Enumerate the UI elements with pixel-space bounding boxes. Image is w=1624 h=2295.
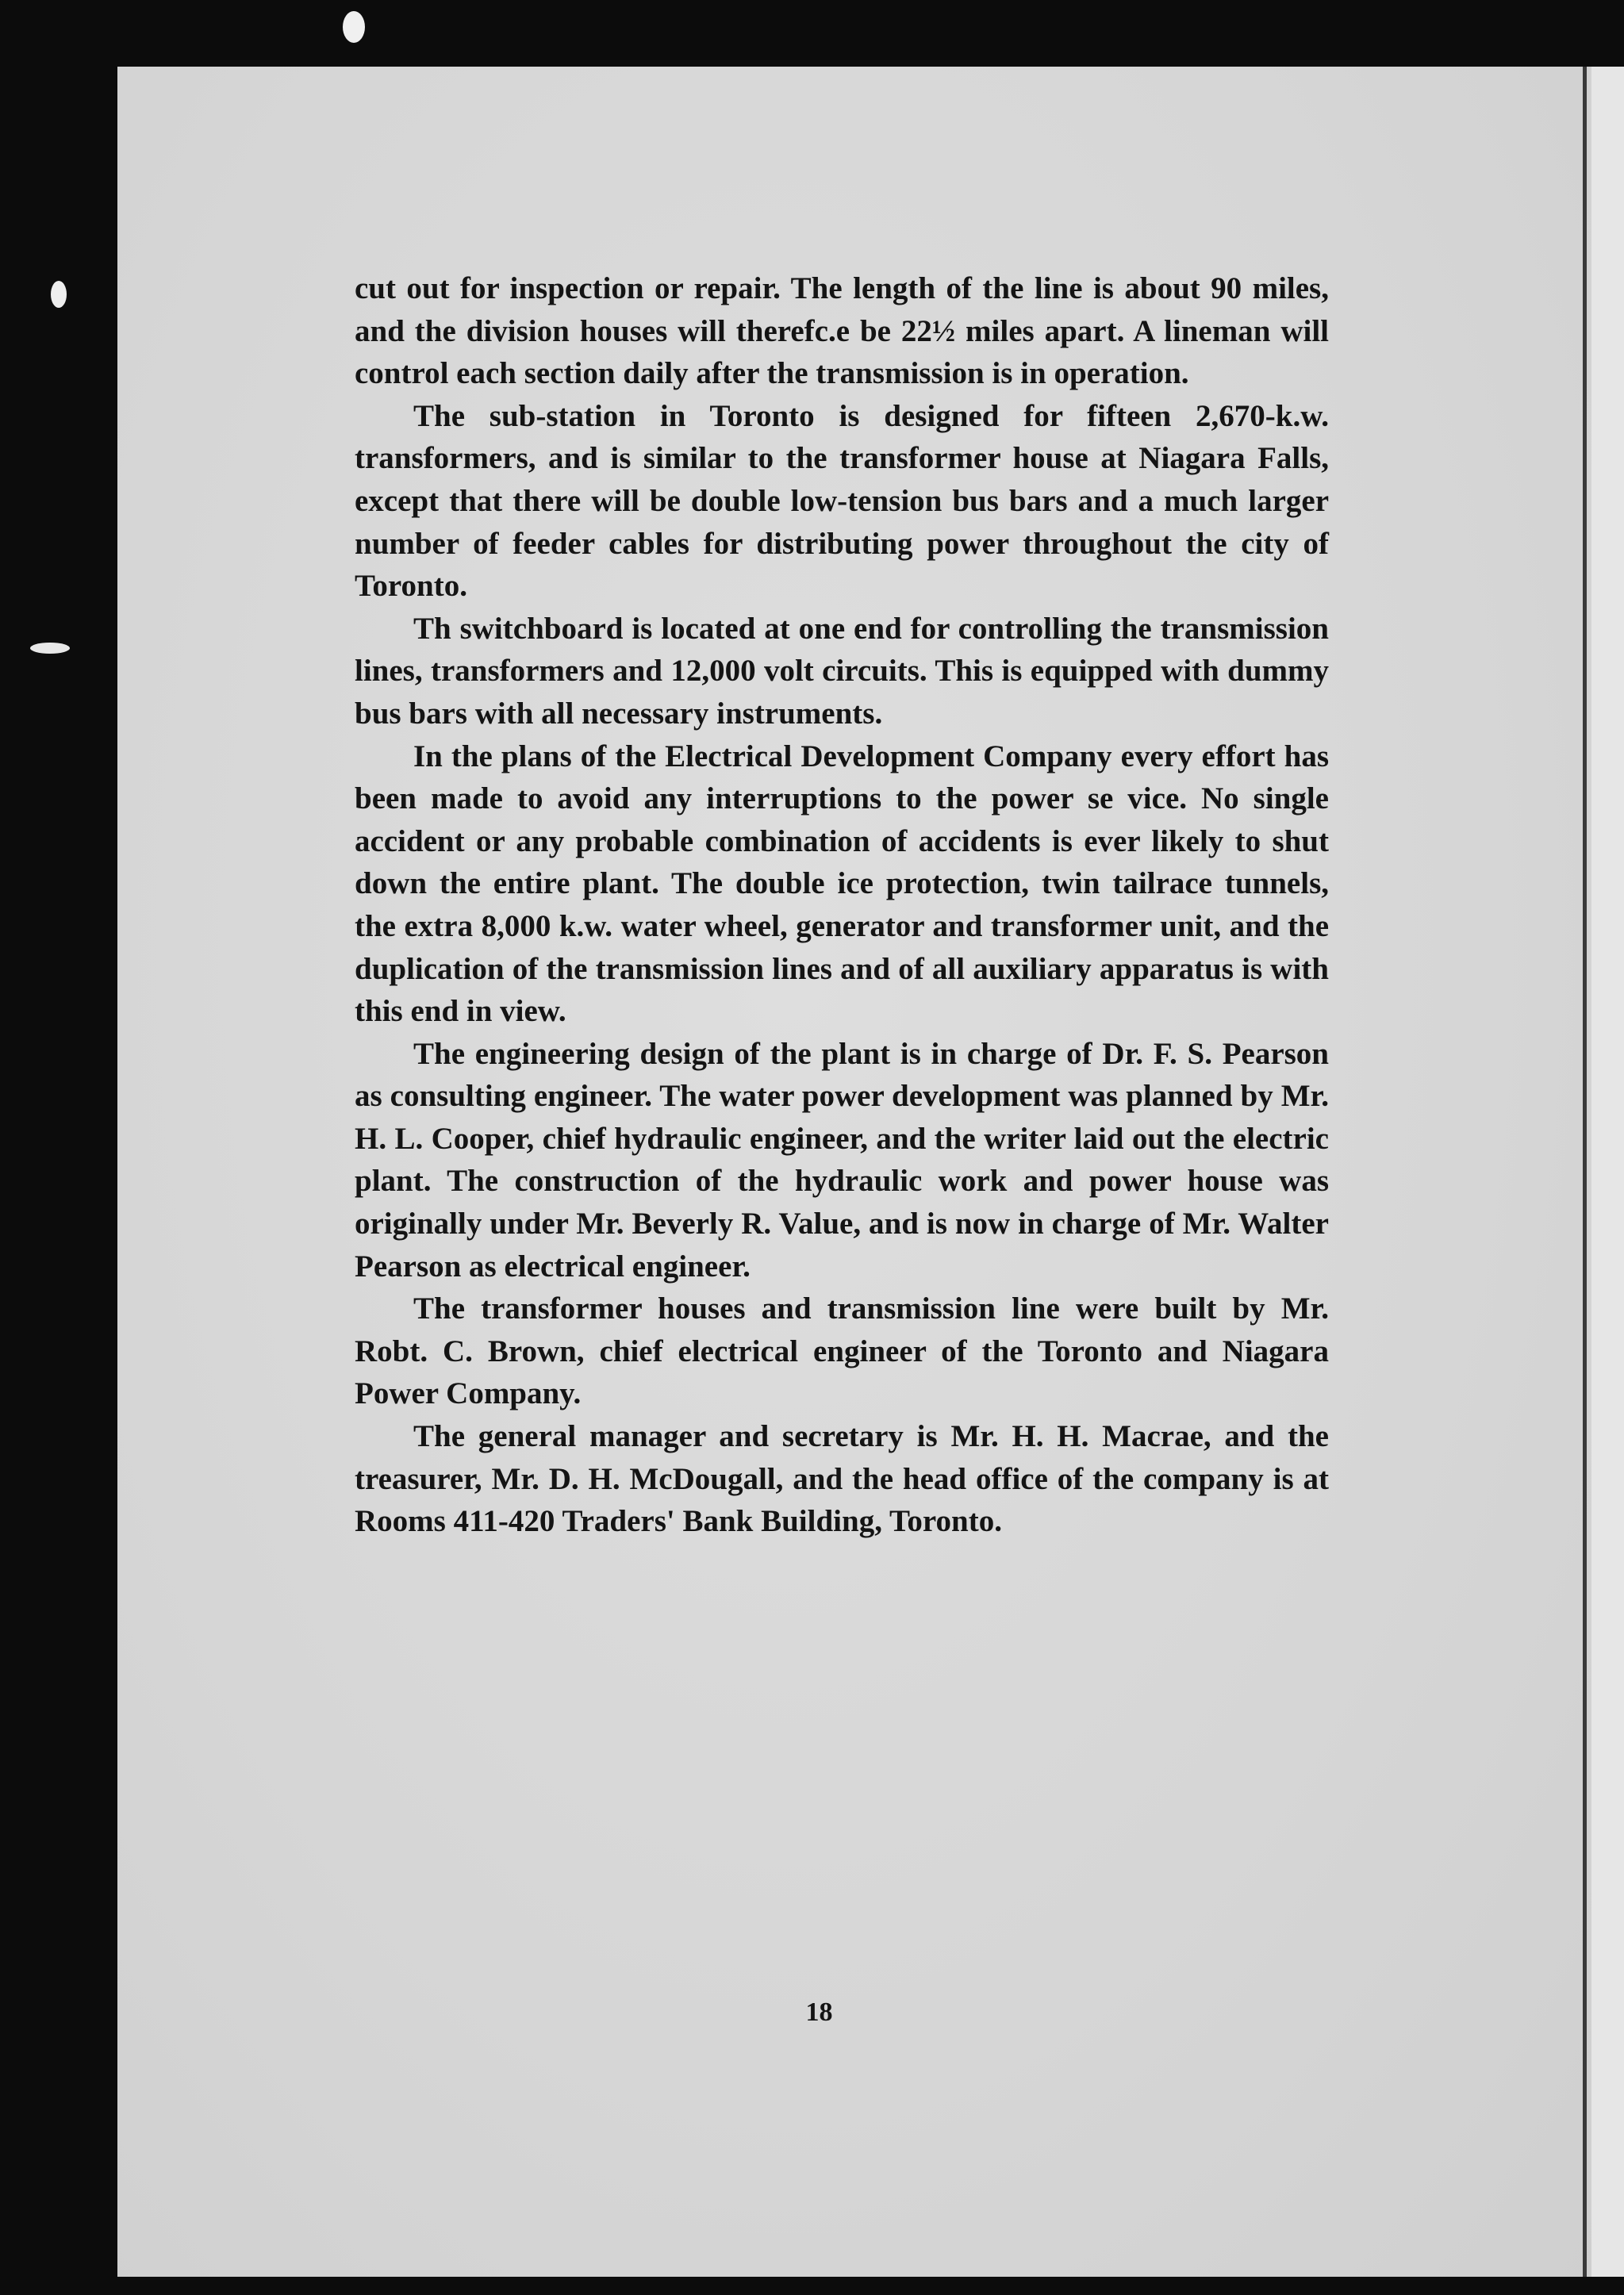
scan-speck — [343, 11, 365, 43]
scan-speck — [30, 643, 70, 654]
page-edge — [1583, 67, 1587, 2277]
paragraph: In the plans of the Electrical Development Company every effort has been made to avoid any interruptions to the power se vice. No single accident or any probable combination of accidents is ever likely to shut down the entire plant. The double ice protection, twin tailrace tunnels, the extra 8,000 k.w. water wheel, generator and transformer unit, and the duplication of the transmission lines and of all auxiliary apparatus is with this end in view. — [355, 739, 1329, 1029]
paragraph: The general manager and secretary is Mr. H. H. Macrae, and the treasurer, Mr. D. H. McDougall, and the head office of the company is at Rooms 411-420 Traders' Bank Building, Toronto. — [355, 1419, 1329, 1539]
page-number: 18 — [805, 1998, 833, 2027]
paragraph: The transformer houses and transmission line were built by Mr. Robt. C. Brown, chief electrical engineer of the Toronto and Niagara Power Company. — [355, 1291, 1329, 1411]
binding-edge — [1591, 67, 1624, 2277]
scan-speck — [51, 281, 67, 308]
paragraph: Th switchboard is located at one end for controlling the transmission lines, transformers and 12,000 volt circuits. This is equipped with dummy bus bars with all necessary instruments. — [355, 611, 1329, 731]
paragraph: The engineering design of the plant is in charge of Dr. F. S. Pearson as consulting engineer. The water power development was planned by Mr. H. L. Cooper, chief hydraulic engineer, and the writer laid out the electric plant. The construction of the hydraulic work and power house was originally under Mr. Beverly R. Value, and is now in charge of Mr. Walter Pearson as electrical engineer. — [355, 1036, 1329, 1284]
paragraph: cut out for inspection or repair. The length of the line is about 90 miles, and the division houses will therefc.e be 22½ miles apart. A lineman will control each section daily after the transmission is in operation. — [355, 271, 1329, 391]
paragraph: The sub-station in Toronto is designed for fifteen 2,670-k.w. transformers, and is similar to the transformer house at Niagara Falls, except that there will be double low-tension bus bars and a much larger number of feeder cables for distributing power throughout the city of Toronto. — [355, 398, 1329, 604]
body-text — [355, 267, 1329, 1543]
